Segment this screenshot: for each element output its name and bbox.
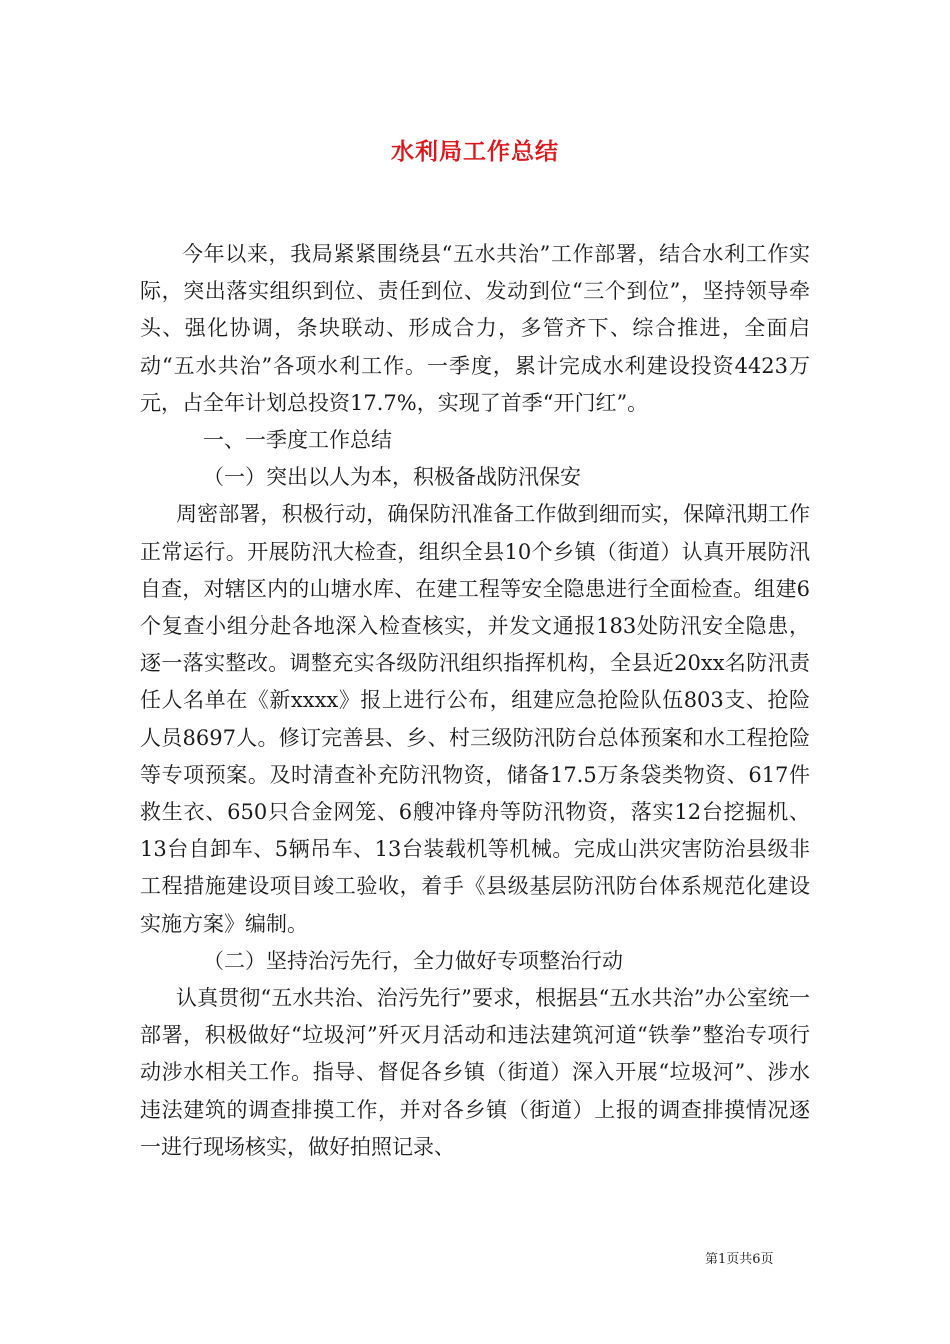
page-number: 第1页共6页	[705, 1252, 774, 1267]
pollution-control-paragraph: 认真贯彻“五水共治、治污先行”要求，根据县“五水共治”办公室统一部署，积极做好“垃圾河”歼灭月活动和违法建筑河道“铁拳”整治专项行动涉水相关工作。指导、督促各乡镇（街道）深入开展“垃圾河”、涉水违法建筑的调查排摸工作，并对各乡镇（街道）上报的调查排摸情况逐一进行现场核实，做好拍照记录、	[140, 986, 810, 1159]
flood-prevention-paragraph: 周密部署，积极行动，确保防汛准备工作做到细而实，保障汛期工作正常运行。开展防汛大检查，组织全县10个乡镇（街道）认真开展防汛自查，对辖区内的山塘水库、在建工程等安全隐患进行全面检查。组建6个复查小组分赴各地深入检查核实，并发文通报183处防汛安全隐患，逐一落实整改。调整充实各级防汛组织指挥机构，全县近20xx名防汛责任人名单在《新xxxx》报上进行公布，组建应急抢险队伍803支、抢险人员8697人。修订完善县、乡、村三级防汛防台总体预案和水工程抢险等专项预案。及时清查补充防汛物资，储备17.5万条袋类物资、617件救生衣、650只合金网笼、6艘冲锋舟等防汛物资，落实12台挖掘机、13台自卸车、5辆吊车、13台装载机等机械。完成山洪灾害防治县级非工程措施建设项目竣工验收，着手《县级基层防汛防台体系规范化建设实施方案》编制。	[140, 502, 810, 936]
section-heading-1: 一、一季度工作总结	[203, 428, 392, 453]
intro-paragraph: 今年以来，我局紧紧围绕县“五水共治”工作部署，结合水利工作实际，突出落实组织到位、责任到位、发动到位“三个到位”，坚持领导牵头、强化协调，条块联动、形成合力，多管齐下、综合推进，全面启动“五水共治”各项水利工作。一季度，累计完成水利建设投资4423万元，占全年计划总投资17.7%，实现了首季“开门红”。	[140, 242, 810, 415]
subsection-heading-1: （一）突出以人为本，积极备战防汛保安	[203, 465, 581, 490]
subsection-heading-2: （二）坚持治污先行，全力做好专项整治行动	[203, 948, 623, 973]
document-body	[140, 236, 810, 1166]
document-title: 水利局工作总结	[391, 138, 559, 165]
